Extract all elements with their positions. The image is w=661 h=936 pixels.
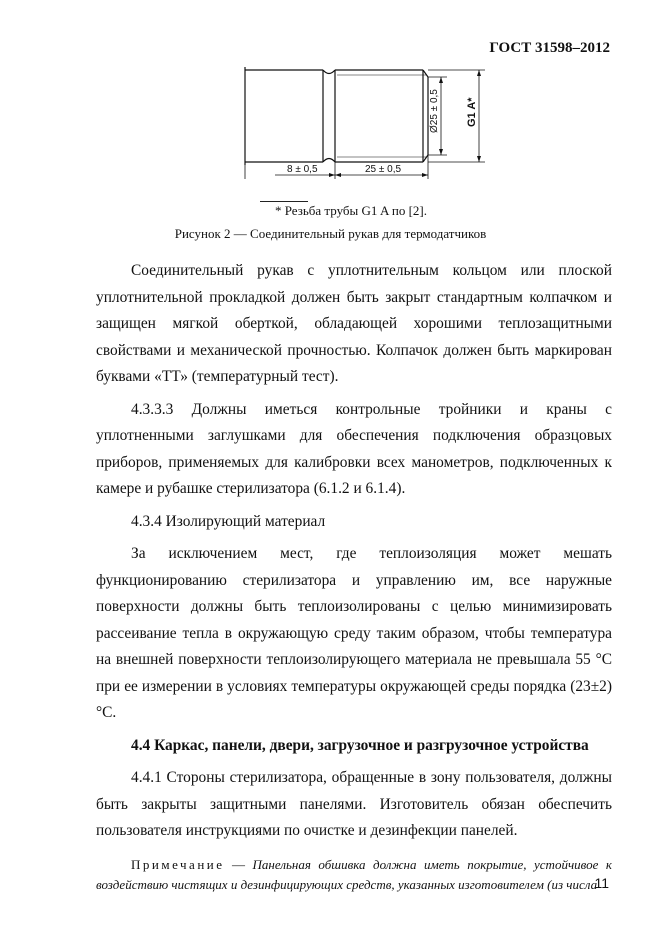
paragraph: 4.4.1 Стороны стерилизатора, обращенные в зону пользователя, должны быть закрыты защитными панелями. Изготовитель обязан обеспечить пользователя инструкциями по очистке и дезинфекции панелей. [96,769,612,839]
note-block [96,855,612,895]
note-text: Панельная обшивка должна иметь покрытие, устойчивое к воздействию чистящих и дезинфицирующих средств, указанных изготовителем (из числа [96,856,612,892]
page-number: 11 [594,875,609,891]
body-text [96,258,612,895]
standard-header: ГОСТ 31598–2012 [489,40,610,56]
paragraph: 4.3.3.3 Должны иметься контрольные тройники и краны с уплотненными заглушками для обеспечения подключения образцовых приборов, применяемых для калибровки всех манометров, подключенных к камере и рубашке стерилизатора (6.1.2 и 6.1.4). [96,400,612,497]
dim-diameter-label: Ø25 ± 0,5 [429,89,440,133]
dim-left-label: 8 ± 0,5 [287,164,318,175]
paragraph: Соединительный рукав с уплотнительным кольцом или плоской уплотнительной прокладкой должен быть закрыт стандартным колпачком и защищен мягкой оберткой, обладающей хорошими теплозащитными свойствами и механической прочностью. Колпачок должен быть маркирован буквами «ТТ» (температурный тест). [96,262,612,385]
dim-thread-label: G1 A* [466,97,478,127]
connector-drawing-svg [235,55,495,200]
dim-right-label: 25 ± 0,5 [365,164,402,175]
paragraph: За исключением мест, где теплоизоляция может мешать функционированию стерилизатора и управлению им, все наружные поверхности должны быть теплоизолированы с целью минимизировать рассеивание тепла в окружающую среду таким образом, чтобы температура на внешней поверхности теплоизолирующего материала не превышала 55 °С при ее измерении в условиях температуры окружающей среды порядка (23±2) °С. [96,545,612,721]
figure-caption: Рисунок 2 — Соединительный рукав для термодатчиков [174,226,487,241]
technical-drawing [235,55,495,200]
figure-footnote: * Резьба трубы G1 A по [2]. [275,203,427,218]
note-lead: Примечание [131,856,225,872]
footnote-divider [260,201,308,202]
section-heading-bold: 4.4 Каркас, панели, двери, загрузочное и разгрузочное устройства [131,736,589,754]
note-dash: — [232,856,246,872]
section-heading: 4.3.4 Изолирующий материал [131,512,326,530]
